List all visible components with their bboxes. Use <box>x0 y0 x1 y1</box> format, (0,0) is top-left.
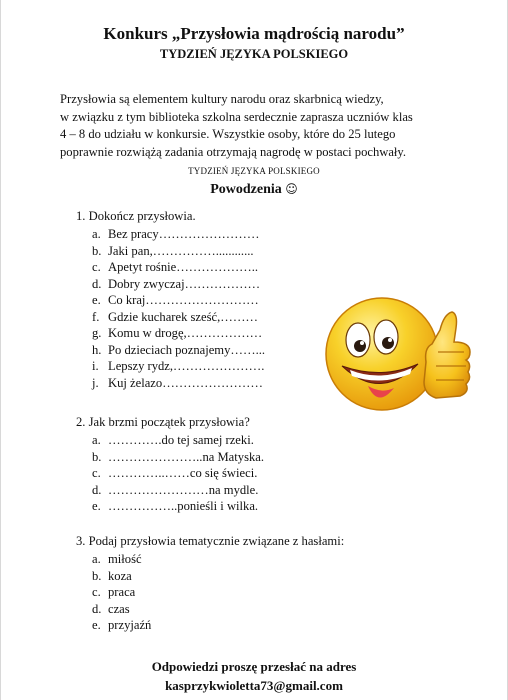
item-letter: g. <box>92 326 102 340</box>
list-item <box>92 449 264 466</box>
item-text: koza <box>108 568 132 583</box>
list-item <box>92 498 264 515</box>
item-letter: b. <box>92 568 102 583</box>
item-letter: a. <box>92 433 101 447</box>
list-item <box>92 309 265 326</box>
emoji-left-eye <box>346 323 370 357</box>
task-3-title: 3. Podaj przysłowia tematycznie związane z hasłami: <box>76 534 345 548</box>
smiley-icon: ☺ <box>285 182 298 196</box>
item-letter: e. <box>92 618 101 632</box>
task-1 <box>76 208 265 391</box>
item-letter: e. <box>92 293 101 307</box>
task-2-title: 2. Jak brzmi początek przysłowia? <box>76 415 250 429</box>
item-letter: c. <box>92 466 101 480</box>
list-item <box>92 292 265 309</box>
page-title: Konkurs „Przysłowia mądrością narodu” <box>103 24 405 43</box>
item-text: miłość <box>108 552 142 566</box>
item-text: Apetyt rośnie……………….. <box>108 260 259 274</box>
item-text: Jaki pan,……………............ <box>108 243 254 258</box>
list-item <box>92 617 344 634</box>
footer-email: kasprzykwioletta73@gmail.com <box>165 678 343 693</box>
item-letter: a. <box>92 227 101 241</box>
list-item <box>92 325 265 342</box>
list-item <box>92 482 264 499</box>
item-text: Lepszy rydz,…………………. <box>108 359 265 373</box>
task-1-items <box>92 226 265 391</box>
task-3-items <box>92 551 344 634</box>
item-letter: i. <box>92 359 99 373</box>
list-item <box>92 358 265 375</box>
list-item <box>92 276 265 293</box>
item-letter: b. <box>92 243 102 258</box>
item-text: …………………..na Matyska. <box>108 449 265 464</box>
list-item <box>92 601 344 618</box>
item-letter: d. <box>92 601 102 616</box>
task-2-items <box>92 432 264 515</box>
item-letter: j. <box>92 375 99 390</box>
task-1-title: 1. Dokończ przysłowia. <box>76 209 196 223</box>
item-text: ……………..ponieśli i wilka. <box>108 499 259 513</box>
item-letter: c. <box>92 260 101 274</box>
list-item <box>92 375 265 392</box>
list-item <box>92 432 264 449</box>
task-2 <box>76 414 264 515</box>
item-text: Po dzieciach poznajemy……... <box>108 342 266 357</box>
item-letter: d. <box>92 276 102 291</box>
emoji-left-pupil <box>354 340 366 352</box>
item-letter: d. <box>92 482 102 497</box>
item-text: czas <box>108 601 130 616</box>
item-text: przyjaźń <box>108 618 152 632</box>
item-text: Co kraj……………………… <box>108 293 259 307</box>
list-item <box>92 342 265 359</box>
item-letter: h. <box>92 342 102 357</box>
list-item <box>92 226 265 243</box>
intro-line: 4 – 8 do udziału w konkursie. Wszystkie osoby, które do 25 lutego <box>60 127 396 141</box>
page-subtitle: TYDZIEŃ JĘZYKA POLSKIEGO <box>159 47 349 61</box>
thumbs-up-emoji-icon <box>320 290 476 415</box>
emoji-hand <box>424 312 470 398</box>
intro-line: poprawnie rozwiążą zadania otrzymają nagrodę w postaci pochwały. <box>60 144 407 159</box>
item-letter: c. <box>92 585 101 599</box>
list-item <box>92 584 344 601</box>
item-text: ………….do tej samej rzeki. <box>108 433 254 447</box>
item-text: Bez pracy…………………… <box>108 227 260 241</box>
intro-paragraph <box>60 91 460 161</box>
page-border-left <box>0 0 1 700</box>
footer-instruction: Odpowiedzi proszę przesłać na adres <box>151 659 357 674</box>
item-letter: b. <box>92 449 102 464</box>
good-luck-heading <box>0 182 508 198</box>
task-3 <box>76 533 344 634</box>
list-item <box>92 551 344 568</box>
small-note: TYDZIEŃ JĘZYKA POLSKIEGO <box>188 166 320 176</box>
list-item <box>92 465 264 482</box>
good-luck-text: Powodzenia <box>210 182 282 197</box>
item-text: …………..……co się świeci. <box>108 466 258 480</box>
list-item <box>92 243 265 260</box>
item-text: Komu w drogę,……………… <box>108 326 263 340</box>
item-text: Gdzie kucharek sześć,……… <box>108 309 259 324</box>
intro-line: w związku z tym biblioteka szkolna serdecznie zaprasza uczniów klas <box>60 109 413 124</box>
item-letter: e. <box>92 499 101 513</box>
item-text: praca <box>108 585 136 599</box>
item-letter: f. <box>92 309 100 324</box>
item-text: Kuj żelazo…………………… <box>108 375 263 390</box>
list-item <box>92 259 265 276</box>
item-text: ……………………na mydle. <box>108 482 259 497</box>
item-text: Dobry zwyczaj……………… <box>108 276 261 291</box>
emoji-right-eye <box>374 320 398 354</box>
emoji-right-pupil <box>382 337 394 349</box>
list-item <box>92 568 344 585</box>
intro-line: Przysłowia są elementem kultury narodu oraz skarbnicą wiedzy, <box>60 92 384 106</box>
item-letter: a. <box>92 552 101 566</box>
